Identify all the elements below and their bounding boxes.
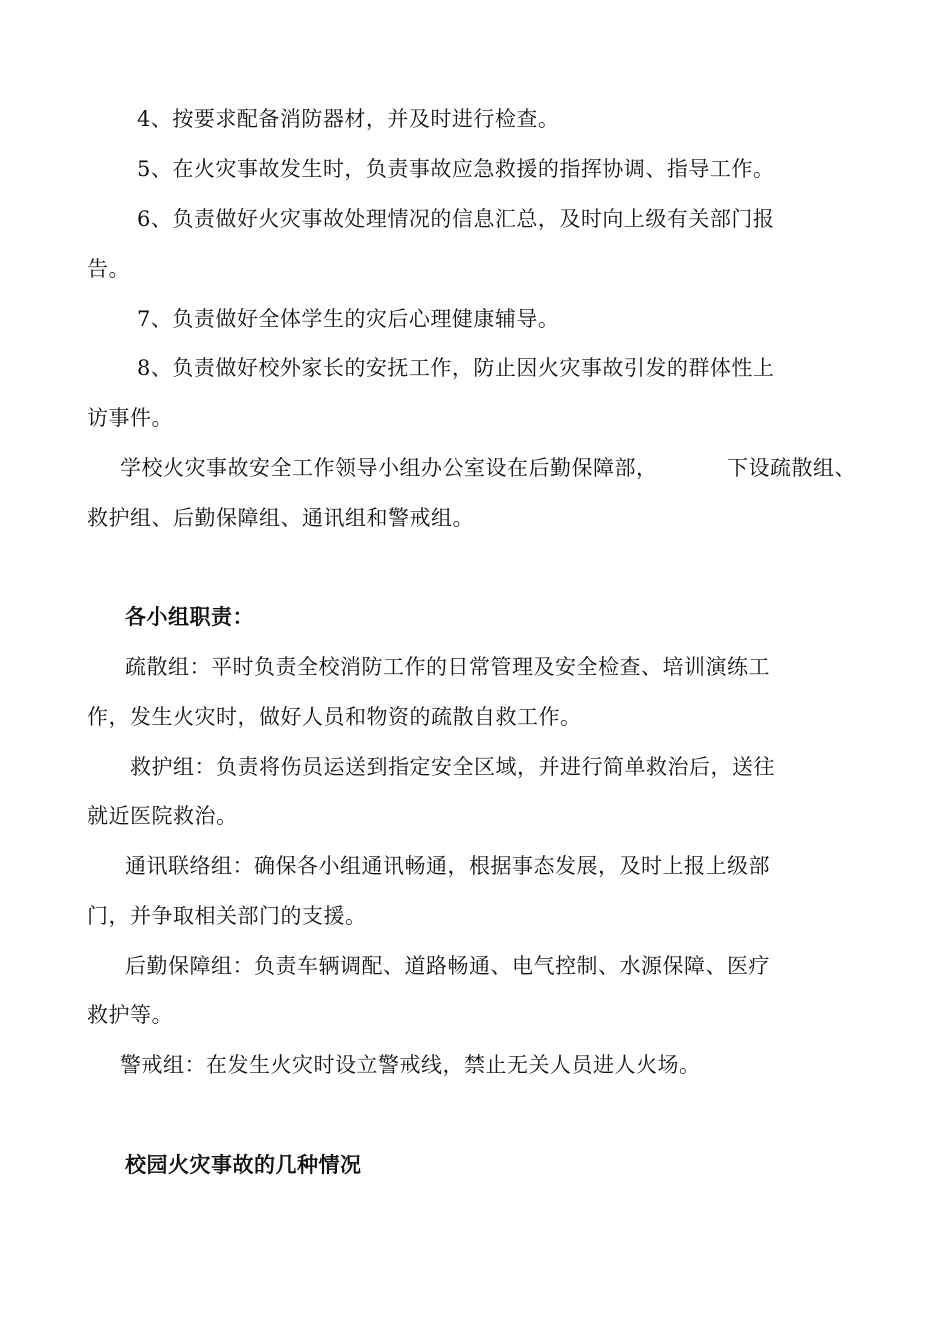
item-4: 4、按要求配备消防器材，并及时进行检查。 — [137, 107, 560, 131]
office-paragraph-line1-left: 学校火灾事故安全工作领导小组办公室设在后勤保障部， — [120, 456, 658, 480]
item-6-line1: 6、负责做好火灾事故处理情况的信息汇总，及时向上级有关部门报 — [137, 207, 775, 231]
office-paragraph-line1-right: 下设疏散组、 — [727, 456, 856, 480]
section-heading-duties: 各小组职责： — [125, 604, 254, 629]
item-8-line2: 访事件。 — [87, 406, 173, 430]
item-5: 5、在火灾事故发生时，负责事故应急救援的指挥协调、指导工作。 — [137, 157, 775, 181]
guard-duty: 警戒组：在发生火灾时设立警戒线，禁止无关人员进人火场。 — [120, 1053, 701, 1077]
office-paragraph-line2: 救护组、后勤保障组、通讯组和警戒组。 — [87, 506, 474, 530]
section-heading-fire-cases: 校园火灾事故的几种情况 — [125, 1152, 362, 1177]
rescue-duty-line2: 就近医院救治。 — [87, 804, 238, 828]
communication-duty-line1: 通讯联络组：确保各小组通讯畅通，根据事态发展，及时上报上级部 — [125, 854, 770, 878]
item-6-line2: 告。 — [87, 257, 130, 281]
communication-duty-line2: 门，并争取相关部门的支援。 — [87, 904, 367, 928]
evacuation-duty-line1: 疏散组：平时负责全校消防工作的日常管理及安全检查、培训演练工 — [125, 655, 770, 679]
item-7: 7、负责做好全体学生的灾后心理健康辅导。 — [137, 307, 560, 331]
logistics-duty-line1: 后勤保障组：负责车辆调配、道路畅通、电气控制、水源保障、医疗 — [125, 954, 770, 978]
evacuation-duty-line2: 作，发生火灾时，做好人员和物资的疏散自救工作。 — [87, 705, 582, 729]
rescue-duty-line1: 救护组：负责将伤员运送到指定安全区域，并进行简单救治后，送往 — [130, 755, 775, 779]
item-8-line1: 8、负责做好校外家长的安抚工作，防止因火灾事故引发的群体性上 — [137, 356, 775, 380]
logistics-duty-line2: 救护等。 — [87, 1003, 173, 1027]
